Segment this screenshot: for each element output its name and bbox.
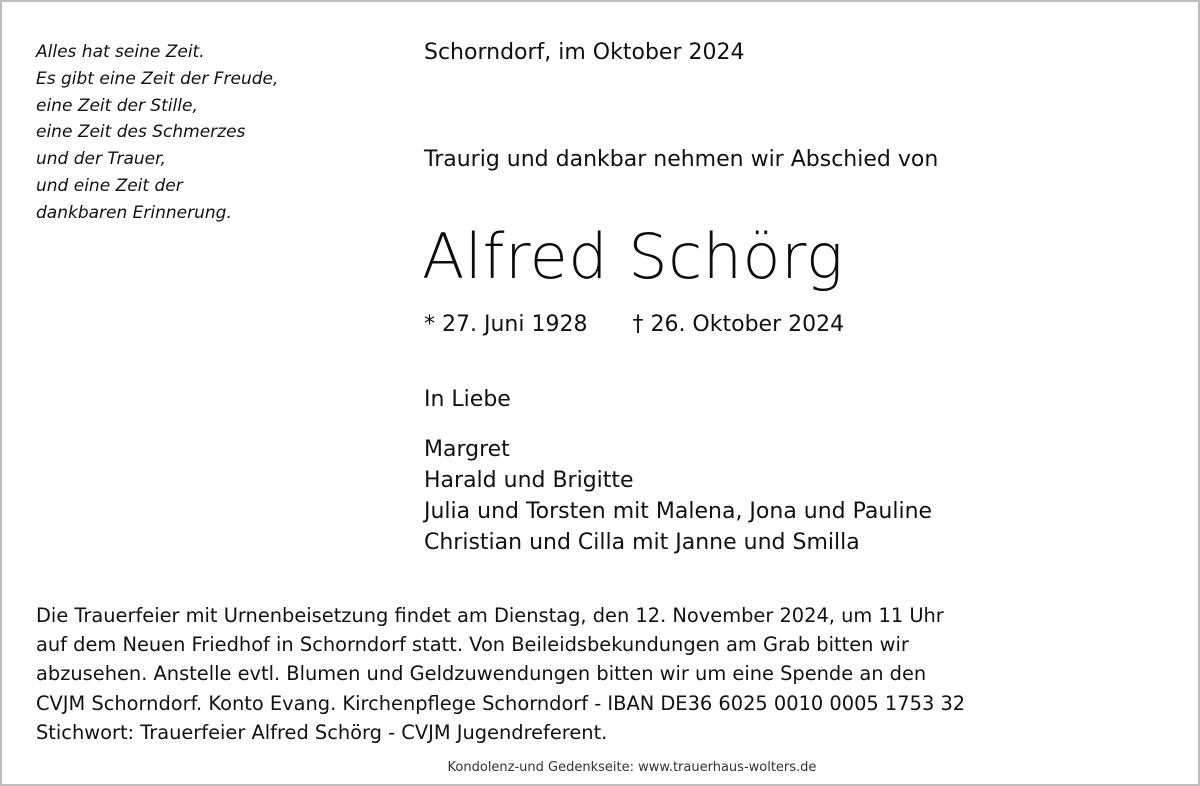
mourner-item: Harald und Brigitte — [424, 468, 634, 493]
mourner-list — [424, 434, 932, 558]
death-date: † 26. Oktober 2024 — [632, 312, 845, 337]
notice-line: auf dem Neuen Friedhof in Schorndorf statt. Von Beileidsbekundungen am Grab bitten wir — [36, 633, 909, 657]
condolence-footer: Kondolenz-und Gedenkseite: www.trauerhaus-wolters.de — [447, 760, 817, 775]
notice-line: CVJM Schorndorf. Konto Evang. Kirchenpflege Schorndorf - IBAN DE36 6025 0010 0005 1753 32 — [36, 691, 966, 715]
mourner-item: Julia und Torsten mit Malena, Jona und Pauline — [424, 499, 933, 524]
poem-line: eine Zeit des Schmerzes — [36, 122, 246, 143]
mourner-item: Margret — [424, 437, 510, 462]
notice-line: Stichwort: Trauerfeier Alfred Schörg - CVJM Jugendreferent. — [36, 720, 608, 744]
place-date: Schorndorf, im Oktober 2024 — [424, 40, 745, 65]
poem-line: Alles hat seine Zeit. — [36, 42, 205, 62]
mourner-item: Christian und Cilla mit Janne und Smilla — [424, 530, 860, 555]
poem-line: und der Trauer, — [36, 149, 166, 170]
notice-line: abzusehen. Anstelle evtl. Blumen und Geldzuwendungen bitten wir um eine Spende an den — [36, 662, 927, 686]
poem-line: und eine Zeit der — [36, 175, 183, 196]
poem — [36, 39, 278, 227]
poem-line: Es gibt eine Zeit der Freude, — [36, 68, 279, 89]
poem-line: eine Zeit der Stille, — [36, 95, 198, 116]
notice-line: Die Trauerfeier mit Urnenbeisetzung findet am Dienstag, den 12. November 2024, um 11 Uhr — [36, 604, 944, 627]
poem-line: dankbaren Erinnerung. — [36, 202, 232, 223]
funeral-notice — [36, 601, 1186, 747]
intro-text: Traurig und dankbar nehmen wir Abschied von — [424, 147, 939, 172]
deceased-name: Alfred Schörg — [422, 220, 844, 293]
greeting: In Liebe — [424, 387, 511, 412]
birth-date: * 27. Juni 1928 — [424, 312, 588, 337]
life-dates — [424, 312, 844, 337]
